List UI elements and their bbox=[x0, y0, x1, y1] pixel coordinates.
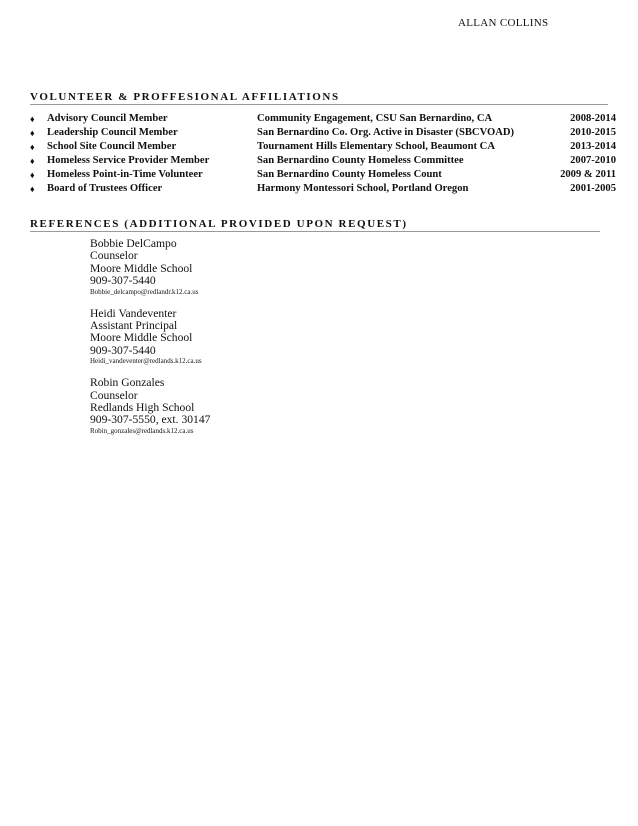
affiliation-row bbox=[30, 154, 616, 168]
bullet-icon: ♦ bbox=[30, 142, 35, 152]
reference-title: Counselor bbox=[90, 249, 138, 263]
affiliation-role: Advisory Council Member bbox=[47, 113, 168, 124]
affiliation-years: 2008-2014 bbox=[570, 113, 616, 124]
references-list bbox=[90, 238, 210, 447]
references-section bbox=[30, 218, 600, 232]
affiliation-years: 2007-2010 bbox=[570, 155, 616, 166]
affiliation-role: Board of Trustees Officer bbox=[47, 183, 163, 194]
volunteer-section-title: VOLUNTEER & PROFFESIONAL AFFILIATIONS bbox=[30, 91, 608, 105]
bullet-icon: ♦ bbox=[30, 184, 35, 194]
affiliation-role: School Site Council Member bbox=[47, 141, 177, 152]
reference-org: Moore Middle School bbox=[90, 261, 193, 275]
reference-email: Robin_gonzales@redlands.k12.ca.us bbox=[90, 426, 194, 435]
affiliation-row bbox=[30, 168, 616, 182]
affiliation-org: San Bernardino County Homeless Count bbox=[257, 169, 442, 180]
reference-phone: 909-307-5440 bbox=[90, 274, 156, 288]
affiliation-role: Leadership Council Member bbox=[47, 127, 178, 138]
affiliation-years: 2013-2014 bbox=[570, 141, 616, 152]
reference-name: Robin Gonzales bbox=[90, 376, 165, 390]
bullet-icon: ♦ bbox=[30, 170, 35, 180]
reference-org: Moore Middle School bbox=[90, 331, 193, 345]
affiliation-org: San Bernardino County Homeless Committee bbox=[257, 155, 464, 166]
affiliation-org: Community Engagement, CSU San Bernardino, CA bbox=[257, 113, 493, 124]
reference-entry bbox=[90, 377, 210, 436]
reference-email: Heidi_vandeventer@redlands.k12.ca.us bbox=[90, 357, 202, 366]
reference-org: Redlands High School bbox=[90, 401, 195, 415]
affiliation-role: Homeless Service Provider Member bbox=[47, 155, 210, 166]
header-name: ALLAN COLLINS bbox=[458, 17, 549, 29]
reference-email: Bobbie_delcampo@redlandr.k12.ca.us bbox=[90, 287, 199, 296]
affiliation-org: Tournament Hills Elementary School, Beaumont CA bbox=[257, 141, 495, 152]
reference-title: Assistant Principal bbox=[90, 319, 178, 333]
reference-entry bbox=[90, 308, 210, 367]
affiliation-org: San Bernardino Co. Org. Active in Disaster (SBCVOAD) bbox=[257, 127, 515, 138]
reference-name: Bobbie DelCampo bbox=[90, 237, 177, 250]
reference-name: Heidi Vandeventer bbox=[90, 306, 177, 320]
affiliation-years: 2001-2005 bbox=[570, 183, 616, 194]
affiliation-row bbox=[30, 182, 616, 196]
affiliation-org: Harmony Montessori School, Portland Oregon bbox=[257, 183, 469, 194]
bullet-icon: ♦ bbox=[30, 114, 35, 124]
affiliation-row bbox=[30, 126, 616, 140]
reference-phone: 909-307-5440 bbox=[90, 343, 156, 357]
reference-title: Counselor bbox=[90, 388, 138, 402]
affiliation-years: 2009 & 2011 bbox=[560, 169, 616, 180]
reference-entry bbox=[90, 238, 210, 297]
affiliation-role: Homeless Point-in-Time Volunteer bbox=[47, 169, 203, 180]
affiliation-years: 2010-2015 bbox=[570, 127, 616, 138]
affiliation-row bbox=[30, 140, 616, 154]
affiliations-list bbox=[30, 112, 616, 196]
bullet-icon: ♦ bbox=[30, 128, 35, 138]
bullet-icon: ♦ bbox=[30, 156, 35, 166]
reference-phone: 909-307-5550, ext. 30147 bbox=[90, 413, 211, 427]
references-section-title: REFERENCES (ADDITIONAL PROVIDED UPON REQUEST) bbox=[30, 218, 600, 232]
affiliation-row bbox=[30, 112, 616, 126]
volunteer-section bbox=[30, 91, 608, 105]
